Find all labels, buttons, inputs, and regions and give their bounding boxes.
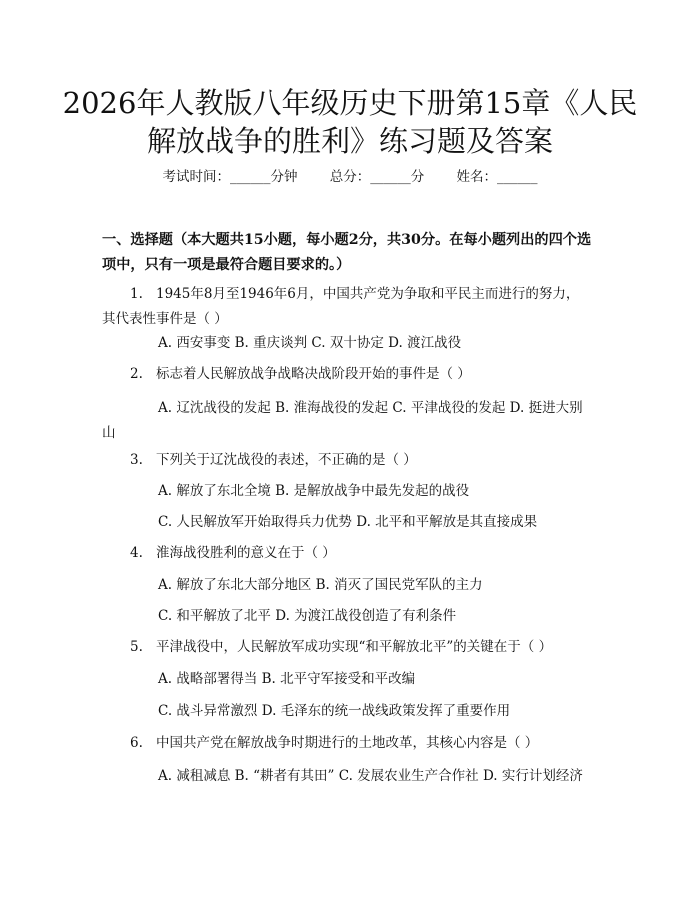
question-5-option-line-2: C. 战斗异常激烈 D. 毛泽东的统一战线政策发挥了重要作用 [158, 703, 511, 719]
question-3 [102, 448, 592, 473]
question-stem: 中国共产党在解放战争时期进行的土地改革，其核心内容是（ ） [156, 735, 539, 751]
exam-time: 考试时间：______分钟 [162, 169, 298, 185]
question-3-option-line-2: C. 人民解放军开始取得兵力优势 D. 北平和平解放是其直接成果 [158, 514, 538, 530]
question-5-option-line-1: A. 战略部署得当 B. 北平守军接受和平改编 [158, 671, 416, 687]
exam-info [0, 167, 700, 187]
question-number: 6. [130, 735, 143, 751]
question-1-options: A. 西安事变 B. 重庆谈判 C. 双十协定 D. 渡江战役 [158, 335, 462, 351]
question-4-option-line-2: C. 和平解放了北平 D. 为渡江战役创造了有利条件 [158, 608, 457, 624]
exam-score: 总分：______分 [329, 169, 425, 185]
question-stem: 标志着人民解放战争战略决战阶段开始的事件是（ ） [156, 366, 471, 382]
question-number: 3. [130, 452, 143, 468]
question-number: 2. [130, 366, 143, 382]
section-heading: 一、选择题（本大题共15小题，每小题2分，共30分。在每小题列出的四个选项中，只有一项是最符合题目要求的。） [102, 232, 592, 273]
question-3-option-line-1: A. 解放了东北全境 B. 是解放战争中最先发起的战役 [158, 483, 470, 499]
question-2-options: A. 辽沈战役的发起 B. 淮海战役的发起 C. 平津战役的发起 D. 挺进大别山 [102, 400, 583, 441]
question-6 [102, 731, 592, 756]
question-number: 4. [130, 545, 143, 561]
question-stem: 下列关于辽沈战役的表述，不正确的是（ ） [156, 452, 417, 468]
question-2 [102, 362, 592, 387]
question-4-option-line-1: A. 解放了东北大部分地区 B. 消灭了国民党军队的主力 [158, 577, 483, 593]
exam-name: 姓名：______ [456, 169, 538, 185]
question-6-options: A. 减租减息 B. “耕者有其田” C. 发展农业生产合作社 D. 实行计划经济 [158, 768, 583, 784]
question-number: 5. [130, 639, 143, 655]
question-number: 1. [130, 286, 143, 302]
document-title: 2026年人教版八年级历史下册第15章《人民解放战争的胜利》练习题及答案 [62, 86, 638, 158]
question-stem: 平津战役中，人民解放军成功实现“和平解放北平”的关键在于（ ） [156, 639, 553, 655]
question-stem: 淮海战役胜利的意义在于（ ） [156, 545, 336, 561]
question-5 [102, 635, 592, 660]
question-1 [102, 282, 592, 332]
question-4 [102, 541, 592, 566]
question-stem: 1945年8月至1946年6月，中国共产党为争取和平民主而进行的努力，其代表性事件是（ ） [102, 286, 580, 327]
